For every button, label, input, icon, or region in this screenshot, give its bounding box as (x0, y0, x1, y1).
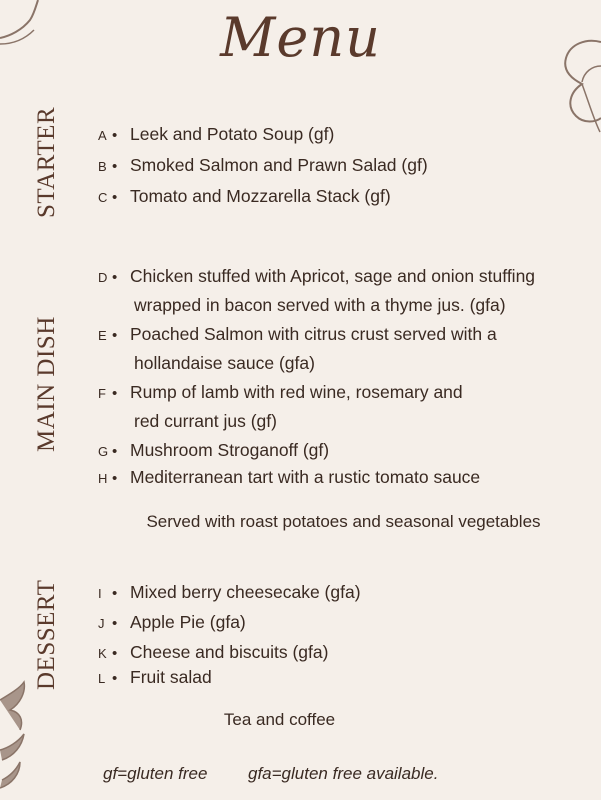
item-text: Mediterranean tart with a rustic tomato sauce (130, 467, 481, 487)
footer-gfa-legend: gfa=gluten free available. (248, 764, 439, 783)
item-letter: I (98, 586, 102, 601)
list-item (98, 382, 463, 403)
list-item (98, 155, 428, 176)
list-item (98, 124, 334, 145)
item-text: Tomato and Mozzarella Stack (gf) (130, 186, 391, 206)
bullet-icon: • (112, 158, 118, 175)
bullet-icon: • (112, 385, 118, 402)
bullet-icon: • (112, 670, 118, 687)
footer-gf-legend: gf=gluten free (103, 764, 208, 783)
bullet-icon: • (112, 327, 118, 344)
item-text-continued: hollandaise sauce (gfa) (134, 353, 315, 373)
list-item (98, 440, 329, 461)
item-text: Fruit salad (130, 667, 212, 687)
item-letter: E (98, 328, 107, 343)
item-text: Leek and Potato Soup (gf) (130, 124, 335, 144)
item-text: Apple Pie (gfa) (130, 612, 246, 632)
item-text-continued: red currant jus (gf) (134, 411, 277, 431)
item-text: Poached Salmon with citrus crust served with a (130, 324, 497, 344)
item-letter: K (98, 646, 107, 661)
item-letter: L (98, 671, 106, 686)
item-text: Smoked Salmon and Prawn Salad (gf) (130, 155, 428, 175)
item-letter: C (98, 190, 108, 205)
page-title: Menu (220, 6, 381, 69)
list-item (98, 467, 480, 488)
list-item (98, 266, 535, 287)
item-letter: A (98, 128, 107, 143)
dessert-note: Tea and coffee (223, 710, 336, 729)
bullet-icon: • (112, 189, 118, 206)
bullet-icon: • (112, 645, 118, 662)
item-text: Rump of lamb with red wine, rosemary and (130, 382, 463, 402)
bullet-icon: • (112, 470, 118, 487)
bullet-icon: • (112, 585, 118, 602)
item-text-continued: wrapped in bacon served with a thyme jus. (gfa) (134, 295, 506, 315)
leaf-decoration-icon (0, 680, 32, 800)
section-label-dessert: DESSERT (33, 579, 60, 690)
bullet-icon: • (112, 615, 118, 632)
item-text: Cheese and biscuits (gfa) (130, 642, 329, 662)
bullet-icon: • (112, 443, 118, 460)
list-item (98, 612, 246, 633)
list-item (98, 642, 328, 663)
section-label-main: MAIN DISH (33, 316, 60, 452)
list-item (98, 582, 361, 603)
item-letter: G (98, 444, 109, 459)
item-letter: H (98, 471, 108, 486)
item-text: Mixed berry cheesecake (gfa) (130, 582, 361, 602)
section-label-starter: STARTER (33, 106, 60, 218)
main-dish-note: Served with roast potatoes and seasonal vegetables (146, 512, 541, 531)
bullet-icon: • (112, 269, 118, 286)
item-letter: B (98, 159, 107, 174)
item-letter: D (98, 270, 108, 285)
item-text: Chicken stuffed with Apricot, sage and onion stuffing (130, 266, 536, 286)
list-item (98, 186, 391, 207)
item-letter: F (98, 386, 106, 401)
bullet-icon: • (112, 127, 118, 144)
list-item (98, 667, 212, 688)
list-item (98, 324, 497, 345)
item-text: Mushroom Stroganoff (gf) (130, 440, 330, 460)
item-letter: J (98, 616, 105, 631)
